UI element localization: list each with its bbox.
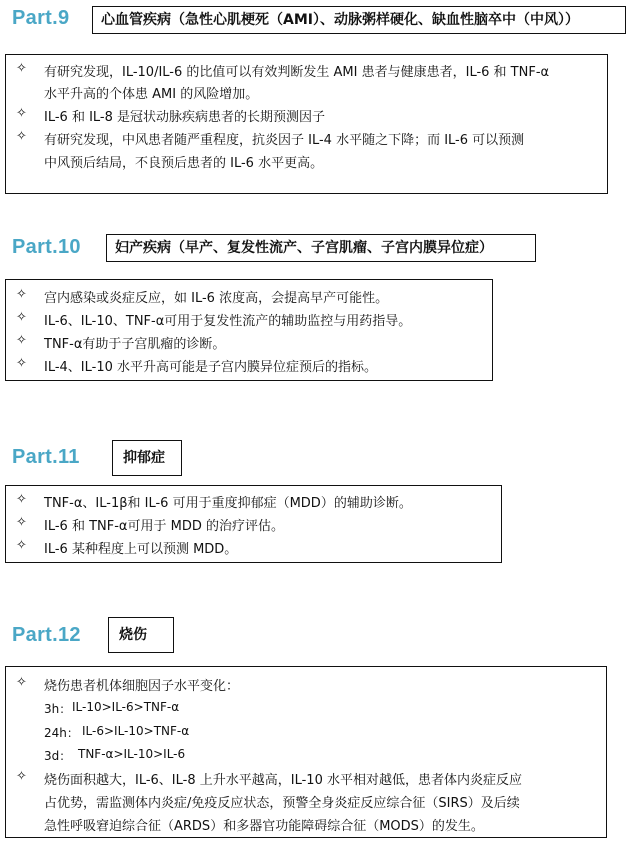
- list-item-continuation: 急性呼吸窘迫综合征（ARDS）和多器官功能障碍综合征（MODS）的发生。: [44, 819, 484, 834]
- bullet-icon: ✧: [16, 61, 27, 76]
- list-item: 烧伤面积越大，IL-6、IL-8 上升水平越高，IL-10 水平相对越低，患者体内炎症反应: [44, 773, 522, 788]
- section-heading-part12: Part.12: [12, 624, 81, 646]
- section-title-part9: 心血管疾病（急性心肌梗死（AMI）、动脉粥样硬化、缺血性脑卒中（中风））: [92, 6, 626, 34]
- section-content-part9: [5, 54, 608, 194]
- section-content-part12: [5, 666, 607, 838]
- list-item-continuation: 中风预后结局，不良预后患者的 IL-6 水平更高。: [44, 156, 324, 171]
- section-heading-part9: Part.9: [12, 7, 70, 29]
- bullet-icon: ✧: [16, 515, 27, 530]
- bullet-icon: ✧: [16, 356, 27, 371]
- list-item: IL-4、IL-10 水平升高可能是子宫内膜异位症预后的指标。: [44, 360, 378, 375]
- list-item: IL-6 和 TNF-α可用于 MDD 的治疗评估。: [44, 519, 284, 534]
- bullet-icon: ✧: [16, 106, 27, 121]
- timeline-label: 3h：: [44, 702, 72, 716]
- list-item: TNF-α、IL-1β和 IL-6 可用于重度抑郁症（MDD）的辅助诊断。: [44, 496, 412, 511]
- timeline-value: IL-10>IL-6>TNF-α: [72, 700, 180, 714]
- list-item-continuation: 水平升高的个体患 AMI 的风险增加。: [44, 87, 259, 102]
- section-content-part11: [5, 485, 502, 563]
- bullet-icon: ✧: [16, 769, 27, 784]
- section-title-part10: 妇产疾病（早产、复发性流产、子宫肌瘤、子宫内膜异位症）: [106, 234, 536, 262]
- bullet-icon: ✧: [16, 675, 27, 690]
- timeline-value: TNF-α>IL-10>IL-6: [78, 747, 186, 761]
- timeline-label: 24h：: [44, 726, 79, 740]
- bullet-icon: ✧: [16, 310, 27, 325]
- bullet-icon: ✧: [16, 287, 27, 302]
- timeline-value: IL-6>IL-10>TNF-α: [82, 724, 190, 738]
- list-item: 宫内感染或炎症反应，如 IL-6 浓度高，会提高早产可能性。: [44, 291, 389, 306]
- section-heading-part10: Part.10: [12, 236, 81, 258]
- bullet-icon: ✧: [16, 492, 27, 507]
- list-item: 有研究发现，IL-10/IL-6 的比值可以有效判断发生 AMI 患者与健康患者，IL-6 和 TNF-α: [44, 65, 550, 80]
- section-content-part10: [5, 279, 493, 381]
- bullet-icon: ✧: [16, 333, 27, 348]
- section-title-part11: 抑郁症: [112, 440, 182, 476]
- list-item-continuation: 占优势，需监测体内炎症/免疫反应状态，预警全身炎症反应综合征（SIRS）及后续: [44, 796, 520, 811]
- bullet-icon: ✧: [16, 129, 27, 144]
- list-item: 有研究发现，中风患者随严重程度，抗炎因子 IL-4 水平随之下降；而 IL-6 可以预测: [44, 133, 525, 148]
- list-item: IL-6 和 IL-8 是冠状动脉疾病患者的长期预测因子: [44, 110, 326, 125]
- timeline-label: 3d：: [44, 749, 72, 763]
- list-item: IL-6 某种程度上可以预测 MDD。: [44, 542, 238, 557]
- bullet-icon: ✧: [16, 538, 27, 553]
- list-item: TNF-α有助于子宫肌瘤的诊断。: [44, 337, 226, 352]
- list-item: 烧伤患者机体细胞因子水平变化：: [44, 679, 240, 694]
- section-title-part12: 烧伤: [108, 617, 174, 653]
- list-item: IL-6、IL-10、TNF-α可用于复发性流产的辅助监控与用药指导。: [44, 314, 412, 329]
- section-heading-part11: Part.11: [12, 446, 80, 468]
